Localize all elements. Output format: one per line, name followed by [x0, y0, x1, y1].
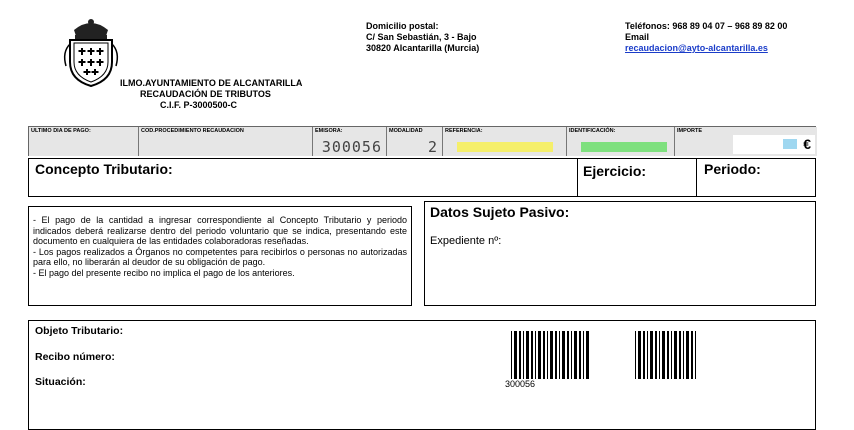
barcode-bar: [511, 331, 512, 379]
org-cif: C.I.F. P-3000500-C: [160, 100, 238, 110]
barcode-bar: [659, 331, 660, 379]
importe-highlight: [783, 139, 797, 149]
barcode-bar: [679, 331, 681, 379]
barcode-bar: [674, 331, 677, 379]
phones: Teléfonos: 968 89 04 07 – 968 89 82 00: [625, 21, 788, 31]
barcode-bar: [662, 331, 665, 379]
emisora-label: EMISORA:: [315, 128, 343, 134]
periodo-box: [696, 158, 816, 197]
note-3: - El pago del presente recibo no implica el pago de los anteriores.: [33, 267, 295, 278]
referencia-cell: [443, 127, 567, 156]
periodo-label: Periodo:: [704, 161, 761, 177]
barcode-number: 300056: [505, 379, 536, 389]
concepto-box: [28, 158, 578, 197]
referencia-label: REFERENCIA:: [445, 128, 483, 134]
referencia-highlight: [457, 142, 553, 152]
expediente-label: Expediente nº:: [430, 235, 502, 247]
address-label: Domicilio postal:: [366, 21, 439, 31]
identificacion-highlight: [581, 142, 667, 152]
emisora-value: 300056: [321, 138, 382, 156]
note-1: - El pago de la cantidad a ingresar correspondiente al Concepto Tributario y periodo indicados deberá realizarse dentro del periodo voluntario que se indica, presentando este documento en cualquiera de las entidades colaboradoras reseñadas.: [33, 215, 407, 246]
datos-sujeto-box: [424, 201, 816, 306]
barcode-bar: [574, 331, 577, 379]
barcode-bar: [535, 331, 536, 379]
barcode-bar: [638, 331, 641, 379]
barcode-bar: [671, 331, 672, 379]
barcode-bar: [555, 331, 557, 379]
barcode-bar: [562, 331, 565, 379]
notes-text: [33, 215, 407, 278]
importe-value-box: [733, 135, 815, 154]
org-dept: RECAUDACIÓN DE TRIBUTOS: [140, 89, 271, 99]
barcode-bar: [655, 331, 657, 379]
barcode-bar: [647, 331, 648, 379]
cod-proc-label: COD.PROCEDIMIENTO RECAUDACION: [141, 128, 244, 134]
situacion-label: Situación:: [35, 376, 86, 388]
concepto-label: Concepto Tributario:: [35, 161, 173, 177]
identificacion-label: IDENTIFICACIÓN:: [569, 128, 616, 134]
datos-sujeto-label: Datos Sujeto Pasivo:: [430, 204, 570, 220]
barcode-bar: [686, 331, 689, 379]
barcode-bar: [650, 331, 653, 379]
barcode-box: [423, 320, 816, 430]
address-city: 30820 Alcantarilla (Murcia): [366, 43, 480, 53]
barcode-bar: [547, 331, 548, 379]
barcode-bar: [550, 331, 553, 379]
modalidad-label: MODALIDAD: [389, 128, 423, 134]
barcode-bar: [586, 331, 589, 379]
ultimo-dia-label: ULTIMO DIA DE PAGO:: [31, 128, 91, 134]
barcode-bar: [571, 331, 572, 379]
email-link[interactable]: recaudacion@ayto-alcantarilla.es: [625, 43, 768, 53]
barcode-bar: [531, 331, 533, 379]
objeto-label: Objeto Tributario:: [35, 325, 124, 337]
barcode-bar: [695, 331, 696, 379]
identificacion-cell: [567, 127, 675, 156]
barcode-bar: [635, 331, 636, 379]
address-street: C/ San Sebastián, 3 - Bajo: [366, 32, 477, 42]
barcode-bar: [567, 331, 569, 379]
currency-symbol: €: [803, 136, 811, 152]
modalidad-value: 2: [427, 138, 438, 156]
email-label: Email: [625, 32, 650, 42]
barcode-bar: [579, 331, 581, 379]
importe-label: IMPORTE: [677, 128, 703, 134]
barcode-bar: [667, 331, 669, 379]
ejercicio-label: Ejercicio:: [583, 163, 647, 179]
barcode-bar: [643, 331, 645, 379]
barcode-bar: [514, 331, 517, 379]
payment-row: [28, 126, 816, 156]
org-name: ILMO.AYUNTAMIENTO DE ALCANTARILLA: [120, 78, 303, 88]
objeto-box: [28, 320, 424, 430]
coat-of-arms-logo: [60, 18, 122, 88]
barcode-bar: [538, 331, 541, 379]
cod-proc-cell: [139, 127, 313, 156]
importe-cell: [675, 127, 817, 156]
notes-box: [28, 206, 412, 306]
emisora-cell: [313, 127, 387, 156]
barcode-bar: [559, 331, 560, 379]
barcode-bar: [523, 331, 524, 379]
ultimo-dia-cell: [29, 127, 139, 156]
barcode-bar: [543, 331, 545, 379]
barcode-bar: [526, 331, 529, 379]
barcode-bar: [583, 331, 584, 379]
barcode-bar: [683, 331, 684, 379]
ejercicio-box: [577, 158, 697, 197]
barcode-bar: [519, 331, 521, 379]
barcode-graphic: [423, 329, 803, 389]
modalidad-cell: [387, 127, 443, 156]
note-2: - Los pagos realizados a Órganos no competentes para recibirlos o personas no autorizadas para ello, no liberarán al deudor de su obligación de pago.: [33, 246, 407, 267]
barcode-bar: [691, 331, 693, 379]
recibo-label: Recibo número:: [35, 351, 115, 363]
